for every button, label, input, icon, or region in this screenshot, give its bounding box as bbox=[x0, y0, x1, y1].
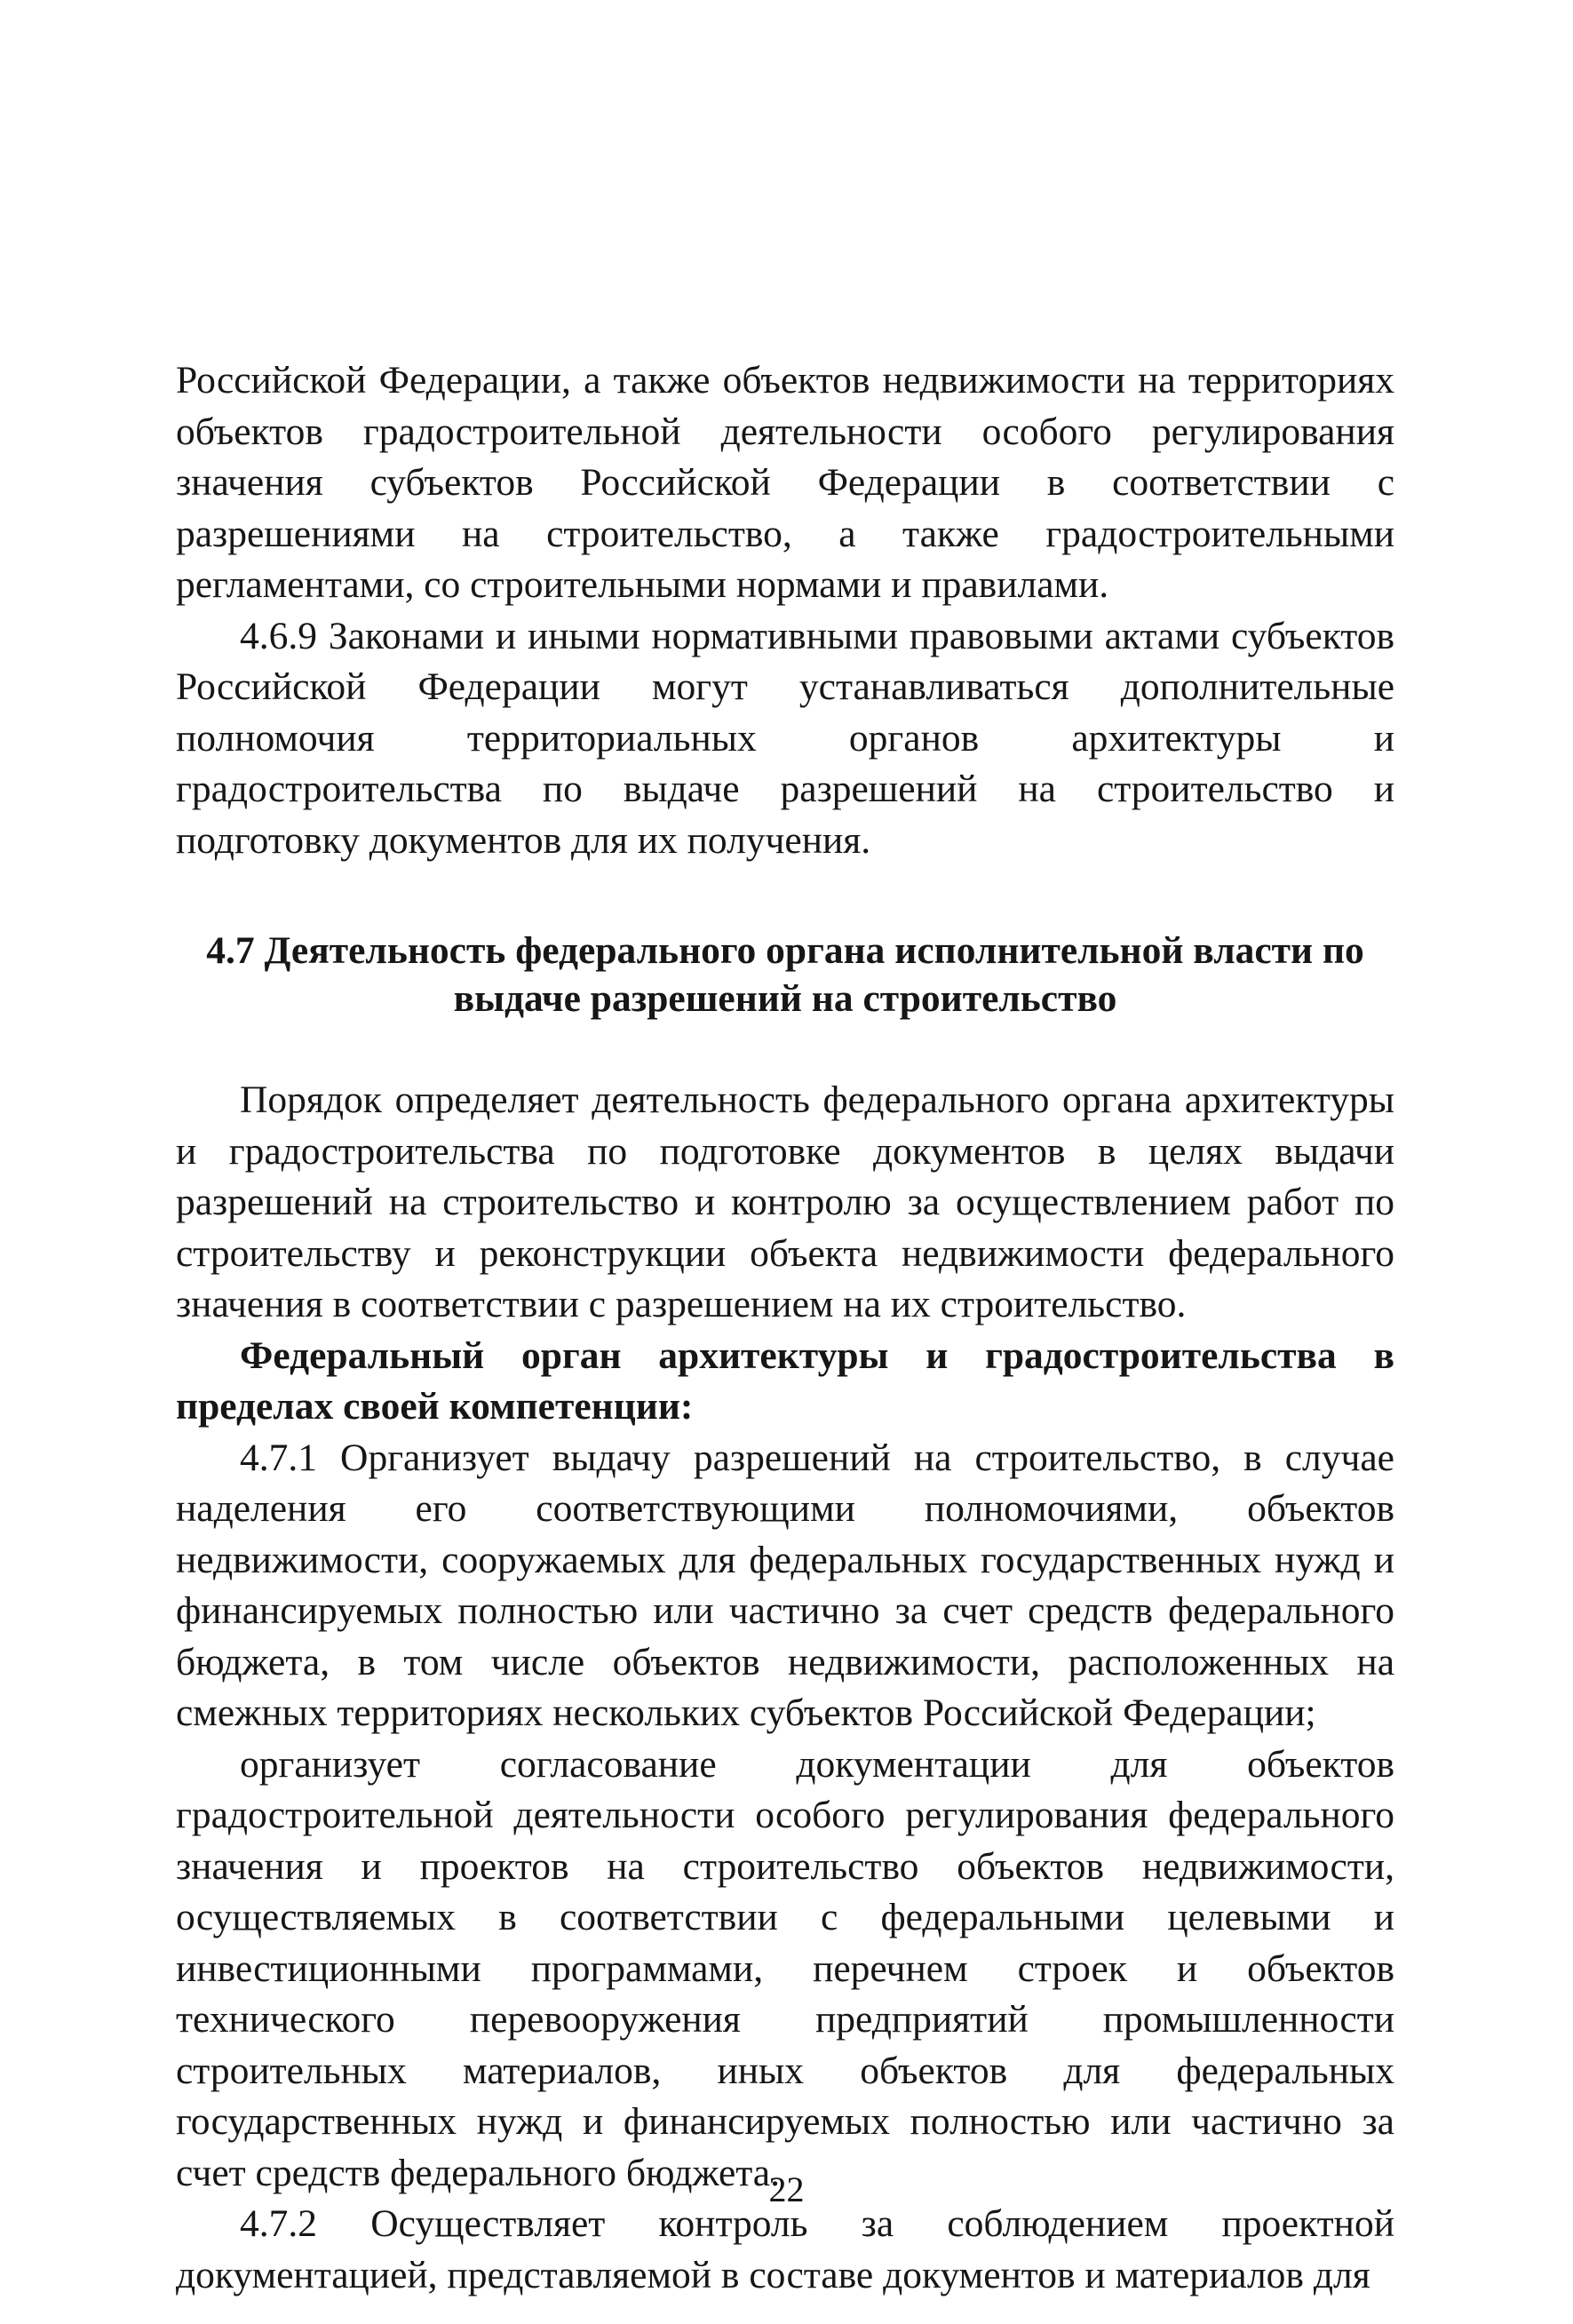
page-number: 22 bbox=[768, 2169, 805, 2209]
section-heading-line-1: 4.7 Деятельность федерального органа исполнительной власти по bbox=[206, 929, 1364, 972]
paragraph-coordination: организует согласование документации для объектов градостроительной деятельности особого регулирования федерального значения и проектов на строительство объектов недвижимости, осуществляемых в соответствии с федеральными целевыми и инвестиционными программами, перечнем строек и объектов технического перевооружения предприятий промышленности строительных материалов, иных объектов для федеральных государственных нужд и финансируемых полностью или частично за счет средств федерального бюджета. bbox=[176, 1742, 1394, 2194]
paragraph-4-7-1: 4.7.1 Организует выдачу разрешений на строительство, в случае наделения его соответствующими полномочиями, объектов недвижимости, сооружаемых для федеральных государственных нужд и финансируемых полностью или частично за счет средств федерального бюджета, в том числе объектов недвижимости, расположенных на смежных территориях нескольких субъектов Российской Федерации; bbox=[176, 1436, 1394, 1734]
section-heading-line-2: выдаче разрешений на строительство bbox=[453, 977, 1117, 1020]
paragraph-continuation: Российской Федерации, а также объектов недвижимости на территориях объектов градостроительной деятельности особого регулирования значения субъектов Российской Федерации в соответствии с разрешениями на строительство, а также градостроительными регламентами, со строительными нормами и правилами. bbox=[176, 359, 1394, 606]
section-heading-4-7 bbox=[176, 866, 1394, 1075]
paragraph-4-6-9: 4.6.9 Законами и иными нормативными правовыми актами субъектов Российской Федерации могут устанавливаться дополнительные полномочия территориальных органов архитектуры и градостроительства по выдаче разрешений на строительство и подготовку документов для их получения. bbox=[176, 614, 1394, 862]
page-body bbox=[176, 355, 1394, 2301]
paragraph-4-7-2: 4.7.2 Осуществляет контроль за соблюдением проектной документацией, представляемой в составе документов и материалов для bbox=[176, 2202, 1394, 2296]
paragraph-procedure: Порядок определяет деятельность федерального органа архитектуры и градостроительства по подготовке документов в целях выдачи разрешений на строительство и контролю за осуществлением работ по строительству и реконструкции объекта недвижимости федерального значения в соответствии с разрешением на их строительство. bbox=[176, 1078, 1394, 1325]
paragraph-competence-lead: Федеральный орган архитектуры и градостроительства в пределах своей компетенции: bbox=[176, 1333, 1394, 1428]
